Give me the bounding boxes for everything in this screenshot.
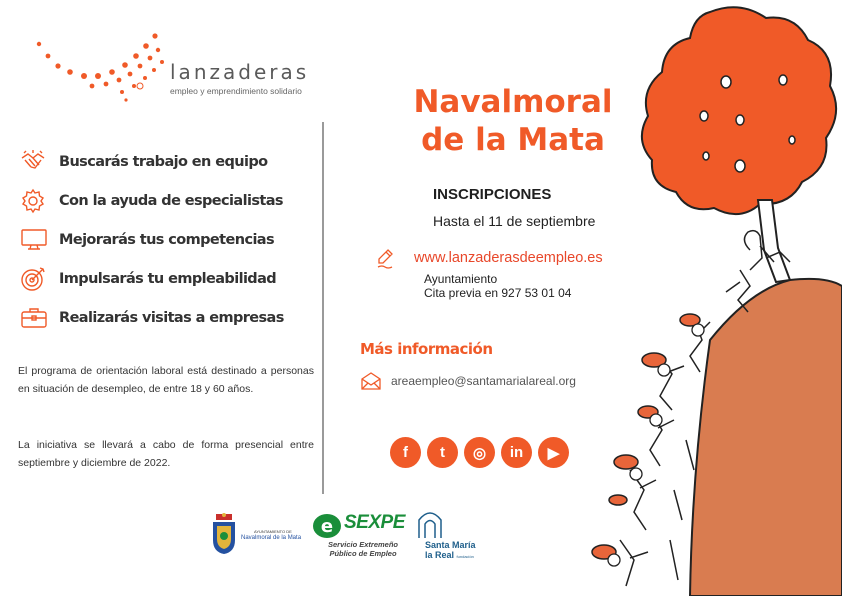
santa-maria-logo-text [425,540,476,562]
email-link[interactable]: areaempleo@santamarialareal.org [391,374,576,388]
ayto-name: Navalmoral de la Mata [241,535,302,541]
benefit-item [20,142,310,181]
benefits-list [20,142,310,337]
smr-line-2 [425,550,476,562]
benefit-item [20,298,310,337]
handshake-icon [20,149,54,175]
dots-logo-icon [30,28,170,108]
sexpe-subtitle [318,540,408,558]
tree-trunk [758,200,790,282]
registration-office [424,272,571,300]
climber-hats [592,314,700,559]
benefit-item [20,259,310,298]
sexpe-name: SEXPE [344,512,405,533]
sexpe-sub-line-2: Público de Empleo [329,549,397,558]
benefit-label: Con la ayuda de especialistas [59,192,283,209]
youtube-icon[interactable]: ▶ [538,437,569,468]
target-icon [20,266,54,292]
instagram-icon[interactable]: ◎ [464,437,495,468]
website-link[interactable]: www.lanzaderasdeempleo.es [414,250,603,266]
linkedin-icon[interactable]: in [501,437,532,468]
logo-name: lanzaderas [170,60,310,84]
tree-crown [642,7,836,214]
ayto-small-label: AYUNTAMIENTO DE [254,529,292,534]
logo-tagline: empleo y emprendimiento solidario [170,86,302,96]
more-info-title: Más información [360,340,493,358]
social-links [390,437,569,468]
program-dates: La iniciativa se llevará a cabo de forma presencial entre septiembre y diciembre de 2022. [18,439,314,469]
benefit-item [20,220,310,259]
benefit-label: Buscarás trabajo en equipo [59,153,268,170]
coat-of-arms-icon [210,512,238,561]
benefit-label: Impulsarás tu empleabilidad [59,270,277,287]
smr-fundacion: fundación [456,554,474,559]
lanzaderas-logo [30,28,330,108]
sexpe-sub-line-1: Servicio Extremeño [327,540,399,549]
envelope-icon [360,372,382,395]
smr-line-2-text: la Real [425,550,455,560]
inscriptions-date: Hasta el 11 de septiembre [433,213,596,229]
benefit-item [20,181,310,220]
inscriptions-title: INSCRIPCIONES [433,186,552,203]
monitor-icon [20,227,54,253]
briefcase-icon [20,305,54,331]
benefit-label: Realizarás visitas a empresas [59,309,284,326]
hill [690,279,842,596]
svg-text:e: e [320,516,334,537]
office-label: Ayuntamiento [424,272,498,286]
program-description: El programa de orientación laboral está destinado a personas en situación de desempleo, de entre 18 y 60 años. [18,365,314,395]
title-line-1: Navalmoral [413,84,613,120]
appointment-phone: Cita previa en 927 53 01 04 [424,286,572,300]
facebook-icon[interactable]: f [390,437,421,468]
title-line-2: de la Mata [421,122,605,158]
vertical-divider [322,122,324,494]
smr-line-1: Santa María [425,540,476,550]
gear-icon [20,188,54,214]
twitter-icon[interactable]: t [427,437,458,468]
pencil-icon [376,248,394,275]
benefit-label: Mejorarás tus competencias [59,231,275,248]
tree-hill-illustration [590,0,842,596]
